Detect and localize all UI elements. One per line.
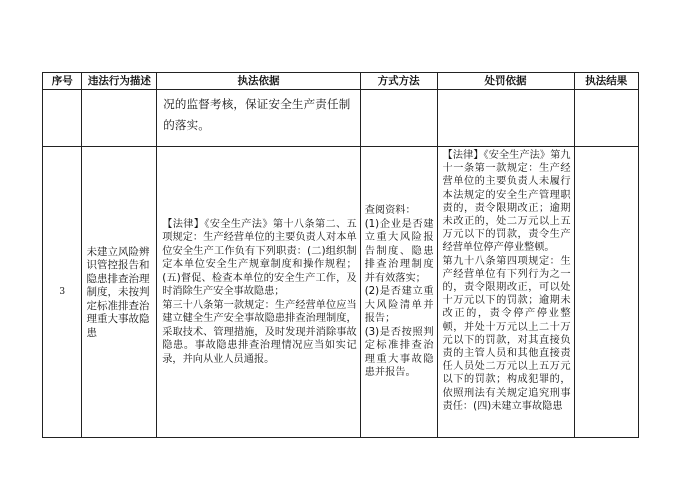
cell-penalty-3 xyxy=(437,147,574,438)
header-penalty: 处罚依据 xyxy=(437,73,574,90)
basis-continued-text: 况的监督考核，保证安全生产责任制的落实。 xyxy=(163,97,351,132)
table-header-row xyxy=(43,73,639,90)
cell-basis-3 xyxy=(157,147,361,438)
cell-no-continued xyxy=(43,90,82,147)
act-description-text: 未建立风险辨识管控报告和隐患排查治理制度，未按判定标准排查治理重大事故隐患 xyxy=(86,245,150,339)
penalty-text: 【法律】《安全生产法》第九十一条第一款规定：生产经营单位的主要负责人未履行本法规定的安全生产管理职责的，责令限期改正；逾期未改正的，处二万元以上五万元以下的罚款，责令生产经营单位停产停业整顿。 第九十八条第四项规定：生产经营单位有下列行为之一的，责令限期改正，可以处十万元以下的罚款；逾期未改正的，责令停产停业整顿，并处十万元以上二十万元以下的罚款，对其直接负责的主管人员和其他直接责任人员处二万元以上五万元以下的罚款；构成犯罪的，依照刑法有关规定追究刑事责任：(四)未建立事故隐患 xyxy=(442,150,571,412)
cell-act-continued xyxy=(82,90,157,147)
table-row-3 xyxy=(43,147,639,438)
cell-basis-continued xyxy=(157,90,361,147)
header-basis: 执法依据 xyxy=(157,73,361,90)
header-no: 序号 xyxy=(43,73,82,90)
header-result: 执法结果 xyxy=(574,73,638,90)
header-method: 方式方法 xyxy=(360,73,437,90)
table-row-continued xyxy=(43,90,639,147)
cell-penalty-continued xyxy=(437,90,574,147)
cell-no-3: 3 xyxy=(43,147,82,438)
cell-method-continued xyxy=(360,90,437,147)
cell-result-continued xyxy=(574,90,638,147)
basis-text: 【法律】《安全生产法》第十八条第二、五项规定：生产经营单位的主要负责人对本单位安全生产工作负有下列职责：(二)组织制定本单位安全生产规章制度和操作规程；(五)督促、检查本单位的安全生产工作，及时消除生产安全事故隐患； 第三十八条第一款规定：生产经营单位应当建立健全生产安全事故隐患排查治理制度，采取技术、管理措施，及时发现并消除事故隐患。事故隐患排查治理情况应当如实记录，并向从业人员通报。 xyxy=(162,218,357,365)
header-act: 违法行为描述 xyxy=(82,73,157,90)
cell-act-3 xyxy=(82,147,157,438)
method-text: 查阅资料： (1)企业是否建立重大风险报告制度、隐患排查治理制度并有效落实； (2)是否建立重大风险清单并报告； (3)是否按照判定标准排查治理重大事故隐患并报告。 xyxy=(364,205,434,379)
enforcement-table xyxy=(42,72,639,438)
cell-method-3 xyxy=(360,147,437,438)
cell-result-3 xyxy=(574,147,638,438)
